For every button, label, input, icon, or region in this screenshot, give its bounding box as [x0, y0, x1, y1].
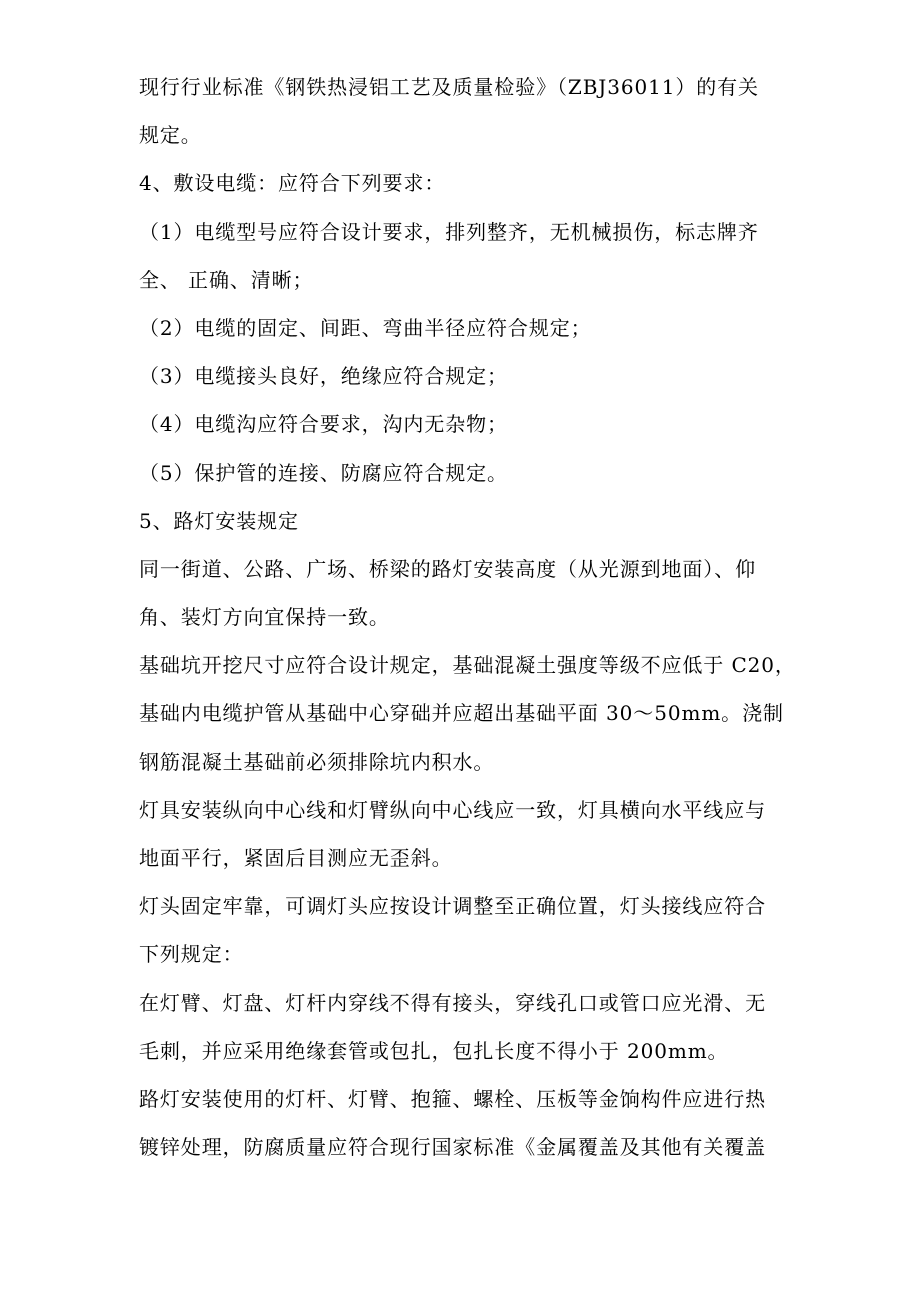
list-item: （5）保护管的连接、防腐应符合规定。	[139, 460, 508, 485]
section-heading: 5、路灯安装规定	[139, 508, 299, 533]
text-line: 角、装灯方向宜保持一致。	[139, 605, 390, 630]
text-line: 在灯臂、灯盘、灯杆内穿线不得有接头，穿线孔口或管口应光滑、无	[139, 990, 766, 1015]
text-line: 基础坑开挖尺寸应符合设计规定，基础混凝土强度等级不应低于 C20，	[139, 653, 796, 678]
text-line: 灯具安装纵向中心线和灯臂纵向中心线应一致，灯具横向水平线应与	[139, 797, 766, 822]
list-item: 全、 正确、清晰；	[139, 267, 314, 292]
section-heading: 4、敷设电缆：应符合下列要求：	[139, 171, 446, 196]
text-line: 规定。	[139, 123, 202, 148]
list-item: （2）电缆的固定、间距、弯曲半径应符合规定；	[139, 315, 592, 340]
text-line: 毛刺，并应采用绝缘套管或包扎，包扎长度不得小于 200mm。	[139, 1038, 729, 1063]
text-line: 同一街道、公路、广场、桥梁的路灯安装高度（从光源到地面）、仰	[139, 556, 756, 581]
text-line: 路灯安装使用的灯杆、灯臂、抱箍、螺栓、压板等金饷构件应进行热	[139, 1086, 766, 1111]
text-line: 钢筋混凝土基础前必须排除坑内积水。	[139, 749, 495, 774]
text-line: 灯头固定牢靠，可调灯头应按设计调整至正确位置，灯头接线应符合	[139, 894, 766, 919]
list-item: （1）电缆型号应符合设计要求，排列整齐，无机械损伤，标志牌齐	[139, 219, 759, 244]
document-body	[139, 74, 796, 1182]
list-item: （3）电缆接头良好，绝缘应符合规定；	[139, 364, 508, 389]
text-line: 现行行业标准《钢铁热浸铝工艺及质量检验》（ZBJ36011）的有关	[139, 75, 759, 99]
text-line: 镀锌处理，防腐质量应符合现行国家标准《金属覆盖及其他有关覆盖	[139, 1135, 766, 1160]
text-line: 下列规定：	[139, 942, 244, 967]
list-item: （4）电缆沟应符合要求，沟内无杂物；	[139, 412, 508, 437]
text-line: 基础内电缆护管从基础中心穿础并应超出基础平面 30～50mm。浇制	[139, 701, 784, 726]
text-line: 地面平行，紧固后目测应无歪斜。	[139, 846, 453, 870]
